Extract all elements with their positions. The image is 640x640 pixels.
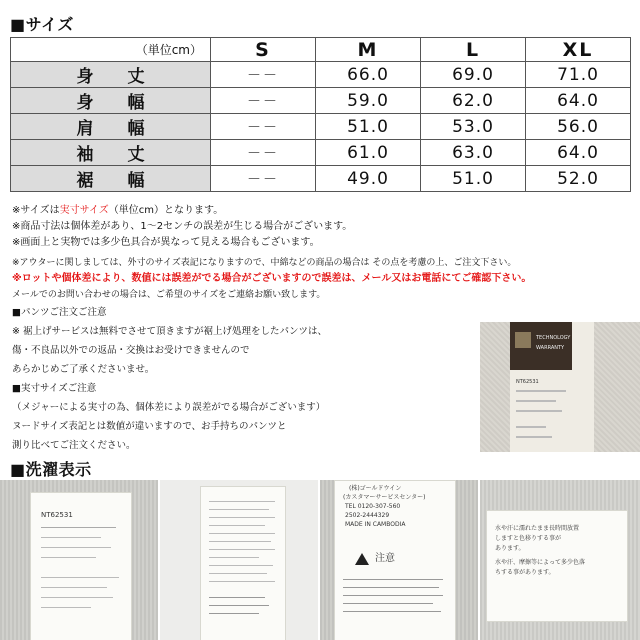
table-cell: 71.0 — [526, 62, 631, 88]
column-header-l: L — [421, 38, 526, 62]
note-text: （単位cm）となります。 — [108, 205, 224, 216]
label-text: TEL 0120-307-560 — [345, 503, 401, 510]
hangtag-text: WARRANTY — [536, 345, 565, 351]
table-cell: 51.0 — [421, 166, 526, 192]
table-cell: 66.0 — [316, 62, 421, 88]
pants-heading: ■パンツご注文ご注意 — [12, 307, 107, 318]
label-text: (カスタマーサービスセンター) — [343, 494, 426, 501]
hangtag-code: NT62531 — [516, 379, 539, 385]
unit-label: （単位cm） — [11, 38, 211, 62]
note-line: メールでのお問い合わせの場合は、ご希望のサイズをご連絡お願い致します。 — [12, 290, 326, 300]
table-cell: 62.0 — [421, 88, 526, 114]
care-label-photo-2 — [160, 480, 318, 640]
care-label-photo-3 — [320, 480, 478, 640]
size-section-title: ■サイズ — [10, 15, 74, 34]
label-text: ちする事があります。 — [495, 569, 555, 576]
size-table — [10, 37, 631, 192]
table-cell: －－ — [211, 166, 316, 192]
column-header-s: S — [211, 38, 316, 62]
table-row — [11, 62, 631, 88]
note-line: 測り比べてご注文ください。 — [12, 440, 136, 451]
column-header-xl: XL — [526, 38, 631, 62]
row-label: 裾幅 — [11, 166, 211, 192]
care-label — [30, 492, 132, 640]
note-line — [12, 203, 482, 219]
care-label — [334, 480, 456, 640]
note-line: ヌードサイズ表記とは数値が違いますので、お手持ちのパンツと — [12, 421, 287, 432]
table-cell: －－ — [211, 62, 316, 88]
note-text: ※サイズは — [12, 205, 60, 216]
note-highlight: 実寸サイズ — [59, 205, 109, 216]
note-line: ※商品寸法は個体差があり、1～2センチの誤差が生じる場合がございます。 — [12, 221, 353, 232]
table-cell: 64.0 — [526, 140, 631, 166]
table-cell: 63.0 — [421, 140, 526, 166]
size-table-header — [11, 38, 631, 62]
note-line: ※画面上と実物では多少色具合が異なって見える場合もございます。 — [12, 237, 320, 248]
label-text: あります。 — [495, 545, 525, 552]
label-text: MADE IN CAMBODIA — [345, 521, 406, 528]
note-line: （メジャーによる実寸の為、個体差により誤差がでる場合がございます） — [12, 402, 326, 413]
row-label: 身幅 — [11, 88, 211, 114]
wash-section-title: ■洗濯表示 — [10, 460, 92, 479]
hangtag-photo — [480, 322, 640, 452]
column-header-m: M — [316, 38, 421, 62]
care-label-photo-1 — [0, 480, 158, 640]
table-cell: －－ — [211, 88, 316, 114]
table-cell: 49.0 — [316, 166, 421, 192]
label-text: 水や汗に濡れたまま長時間放置 — [495, 525, 580, 532]
care-label-photo-4 — [480, 480, 640, 640]
row-label: 袖丈 — [11, 140, 211, 166]
table-row — [11, 140, 631, 166]
table-cell: 52.0 — [526, 166, 631, 192]
table-cell: 53.0 — [421, 114, 526, 140]
note-line: あらかじめご了承くださいませ。 — [12, 364, 155, 375]
table-row — [11, 166, 631, 192]
care-label — [486, 510, 628, 622]
actual-size-heading: ■実寸サイズご注意 — [12, 383, 97, 394]
warning-icon — [355, 553, 369, 565]
label-code: NT62531 — [41, 511, 73, 519]
table-row — [11, 114, 631, 140]
table-cell: 64.0 — [526, 88, 631, 114]
care-label — [200, 486, 286, 640]
note-line: 傷・不良品以外での返品・交換はお受けできませんので — [12, 345, 250, 356]
table-cell: 51.0 — [316, 114, 421, 140]
qr-code-icon — [515, 332, 531, 348]
label-text: (株)ゴールドウイン — [349, 485, 402, 492]
table-cell: 59.0 — [316, 88, 421, 114]
label-text: 2502-2444329 — [345, 512, 390, 519]
row-label: 肩幅 — [11, 114, 211, 140]
table-cell: －－ — [211, 114, 316, 140]
table-cell: 56.0 — [526, 114, 631, 140]
note-line: ※ 裾上げサービスは無料でさせて頂きますが裾上げ処理をしたパンツは、 — [12, 326, 327, 337]
label-text: 水や汗、摩擦等によって多少色落 — [495, 559, 586, 566]
row-label: 身丈 — [11, 62, 211, 88]
note-line: ※アウターに関しましては、外寸のサイズ表記になりますので、中綿などの商品の場合は その点を考慮の上、ご注文下さい。 — [12, 258, 517, 268]
label-caution: 注意 — [375, 553, 395, 564]
table-cell: 61.0 — [316, 140, 421, 166]
table-cell: 69.0 — [421, 62, 526, 88]
label-text: しますと色移りする事が — [495, 535, 562, 542]
table-cell: －－ — [211, 140, 316, 166]
table-row — [11, 88, 631, 114]
hangtag-dark-panel — [510, 322, 572, 370]
hangtag-text: TECHNOLOGY — [536, 335, 571, 341]
note-warning: ※ロットや個体差により、数値には誤差がでる場合がございますので誤差は、メール又はお電話にてご確認下さい。 — [12, 273, 532, 284]
hangtag-card — [510, 370, 572, 452]
